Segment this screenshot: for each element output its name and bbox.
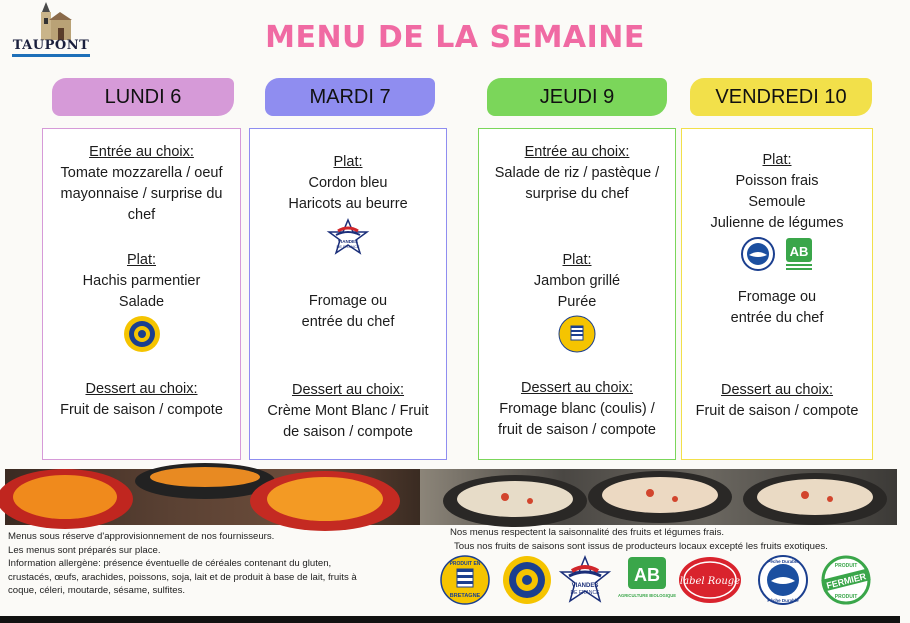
plat-section <box>686 150 868 234</box>
menu-line: Fromage ou <box>737 289 817 305</box>
grated-carrot-photo <box>5 469 420 525</box>
footer-line: Les menus sont préparés sur place. <box>8 544 161 556</box>
viandes-label-text: VIANDES <box>337 239 359 244</box>
menu-line: Purée <box>557 294 597 310</box>
menu-line: de saison / compote <box>283 424 413 440</box>
section-heading: Dessert au choix: <box>520 380 634 396</box>
label-rouge-text: label Rouge <box>679 576 741 587</box>
menu-line: chef <box>127 207 156 223</box>
logo-text: TAUPONT <box>12 38 90 53</box>
fromage-section <box>686 287 868 329</box>
label-igp-icon <box>502 555 552 605</box>
menu-line: Semoule <box>748 194 806 210</box>
viandes-de-france-icon <box>558 555 612 605</box>
section-heading: Entrée au choix: <box>89 144 194 160</box>
menu-line: Jambon grillé <box>533 273 621 289</box>
footer-line: Nos menus respectent la saisonnalité des fruits et légumes frais. <box>450 527 725 538</box>
dessert-section <box>686 380 868 422</box>
peche-durable-icon <box>741 237 775 271</box>
produit-en-bretagne-icon <box>558 315 596 353</box>
agriculture-biologique-icon <box>617 555 677 605</box>
menu-line: Crème Mont Blanc / Fruit <box>267 403 429 419</box>
food-photo-strip <box>5 469 897 525</box>
rice-salad-photo <box>420 469 897 525</box>
day-label-jeudi: JEUDI 9 <box>487 78 667 116</box>
label-igp-icon <box>123 315 161 353</box>
peche-bottom-text: Pêche Durable <box>767 598 799 603</box>
section-heading: Plat: <box>762 152 792 168</box>
ab-label-text: AGRICULTURE BIOLOGIQUE <box>617 593 677 598</box>
menu-line: Fromage blanc (coulis) / <box>499 401 655 417</box>
viandes-label-text-2: DE FRANCE <box>336 244 360 249</box>
menu-line: Cordon bleu <box>308 175 388 191</box>
day-label-lundi: LUNDI 6 <box>52 78 234 116</box>
day-card-vendredi <box>681 128 873 460</box>
peche-durable-icon <box>758 555 808 605</box>
agriculture-biologique-icon <box>785 237 813 271</box>
dessert-section <box>483 378 671 441</box>
entree-section <box>47 142 236 226</box>
day-card-lundi <box>42 128 241 460</box>
plat-section <box>47 250 236 313</box>
plat-section <box>254 152 442 215</box>
menu-line: Salade <box>118 294 165 310</box>
peche-top-text: Pêche Durable <box>767 559 799 564</box>
page-title: MENU DE LA SEMAINE <box>265 20 645 55</box>
viandes-label-text: VIANDES <box>571 583 599 589</box>
bottom-bar <box>0 616 900 623</box>
produit-en-bretagne-icon <box>440 555 490 605</box>
menu-line: entrée du chef <box>301 314 395 330</box>
menu-line: Poisson frais <box>735 173 819 189</box>
day-card-jeudi <box>478 128 676 460</box>
label-rouge-icon <box>678 555 742 605</box>
menu-line: Fruit de saison / compote <box>695 403 859 419</box>
fermier-bottom-text: PRODUIT <box>834 594 858 600</box>
day-label-vendredi: VENDREDI 10 <box>690 78 872 116</box>
section-heading: Plat: <box>333 154 363 170</box>
section-heading: Dessert au choix: <box>720 382 834 398</box>
section-heading: Dessert au choix: <box>85 381 198 397</box>
menu-line: surprise du chef <box>525 186 629 202</box>
footer-line: coque, céleri, moutarde, sésame, sulfites. <box>8 585 186 596</box>
fromage-section <box>254 291 442 333</box>
fermier-top-text: PRODUIT <box>834 563 858 569</box>
section-heading: Dessert au choix: <box>291 382 405 398</box>
menu-line: Tomate mozzarella / oeuf <box>60 165 223 181</box>
bretagne-bottom-text: BRETAGNE <box>449 593 481 599</box>
menu-line: fruit de saison / compote <box>498 422 656 438</box>
section-heading: Plat: <box>126 252 156 268</box>
menu-line: entrée du chef <box>730 310 824 326</box>
quality-labels-row <box>440 555 900 610</box>
menu-line: Fruit de saison / compote <box>60 402 223 418</box>
entree-section <box>483 142 671 205</box>
section-heading: Plat: <box>562 252 592 268</box>
plat-section <box>483 250 671 313</box>
ab-logo-text: AB <box>789 244 809 259</box>
menu-line: Julienne de légumes <box>710 215 844 231</box>
menu-line: mayonnaise / surprise du <box>60 186 223 202</box>
day-label-mardi: MARDI 7 <box>265 78 435 116</box>
menu-line: Fromage ou <box>308 293 388 309</box>
menu-line: Salade de riz / pastèque / <box>494 165 660 181</box>
seasonality-notice <box>450 526 900 553</box>
ab-logo-text: AB <box>634 565 660 585</box>
menu-line: Haricots au beurre <box>288 196 408 212</box>
dessert-section <box>47 379 236 421</box>
viandes-de-france-icon <box>328 219 368 255</box>
allergen-notice <box>8 530 428 598</box>
footer-line: crustacés, œufs, arachides, poissons, soja, lait et de produit à base de lait, fruits à <box>8 571 357 583</box>
produit-fermier-icon <box>818 555 874 605</box>
day-card-mardi <box>249 128 447 460</box>
footer-line: Tous nos fruits de saisons sont issus de producteurs locaux excepté les fruits exotiques. <box>454 540 828 552</box>
dessert-section <box>254 380 442 443</box>
label-badges <box>682 237 872 271</box>
viandes-label-text-2: DE FRANCE <box>570 590 600 596</box>
section-heading: Entrée au choix: <box>524 144 630 160</box>
bretagne-top-text: PRODUIT EN <box>449 561 481 567</box>
footer-line: Information allergène: présence éventuelle de céréales contenant du gluten, <box>8 558 332 569</box>
footer-line: Menus sous réserve d'approvisionnement de nos fournisseurs. <box>8 531 275 542</box>
menu-line: Hachis parmentier <box>82 273 201 289</box>
fermier-text: FERMIER <box>825 571 868 591</box>
